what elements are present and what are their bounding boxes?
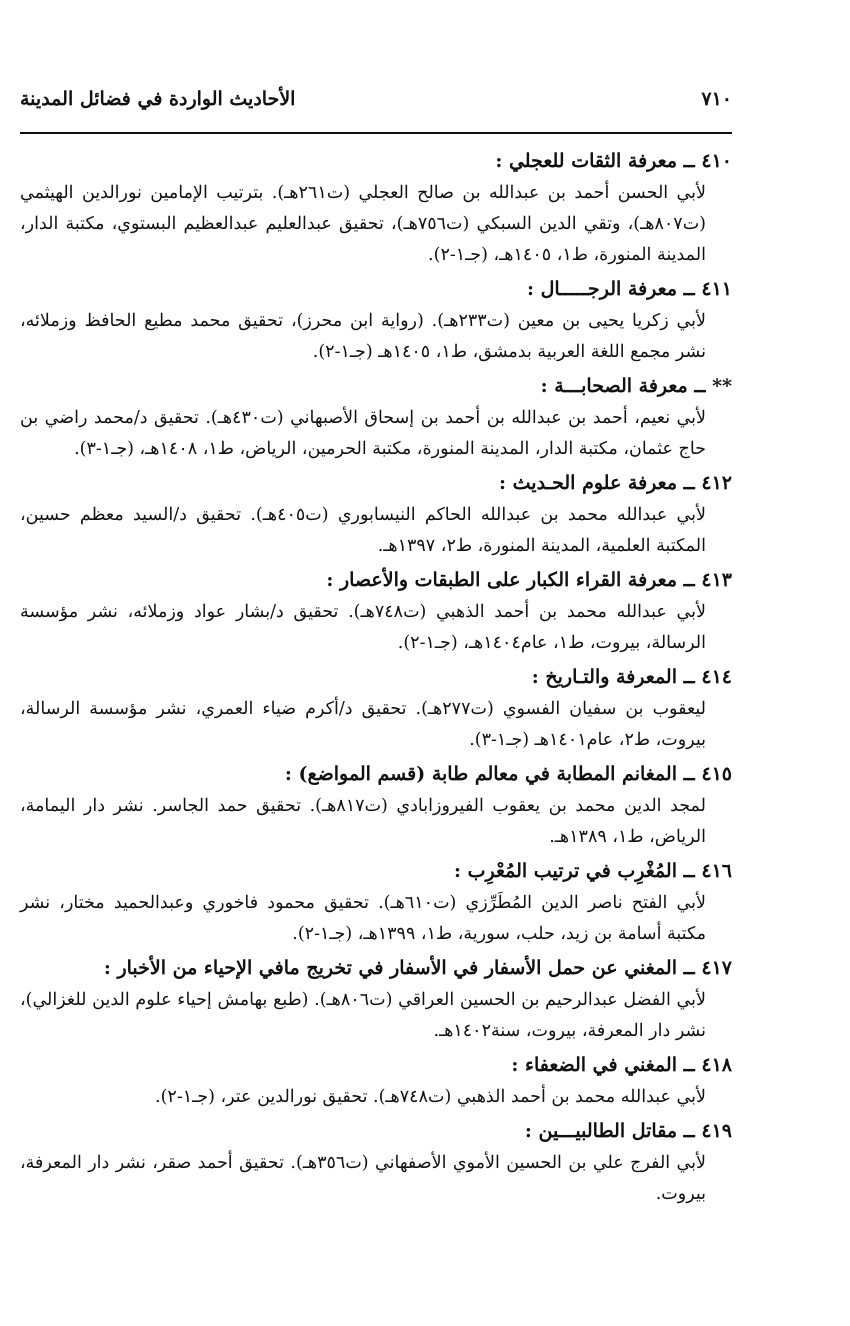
bibliography-entry <box>20 1116 732 1210</box>
entry-number: ٤١٤ <box>701 666 732 688</box>
entry-heading: ٤١٧ ــ المغني عن حمل الأسفار في الأسفار في تخريج مافي الإحياء من الأخبار : <box>103 957 732 979</box>
entry-title: المغانم المطابة في معالم طابة (قسم المواضع) : <box>284 763 677 785</box>
entry-number: ٤١٨ <box>701 1054 732 1076</box>
entry-heading: ** ــ معرفة الصحابـــة : <box>540 375 732 397</box>
page-number: ٧١٠ <box>701 88 732 110</box>
entry-number: ٤١٧ <box>701 957 732 979</box>
entry-body: لأبي عبدالله محمد بن أحمد الذهبي (ت٧٤٨هـ). تحقيق نورالدين عتر، (جـ١-٢). <box>155 1087 706 1107</box>
entry-heading: ٤١٥ ــ المغانم المطابة في معالم طابة (قسم المواضع) : <box>284 763 732 785</box>
entry-number: ٤١٩ <box>701 1120 732 1142</box>
entry-title: معرفة الرجـــــال : <box>526 278 677 300</box>
bibliography-entry <box>20 274 732 368</box>
page-header <box>20 88 732 118</box>
bibliography-entry <box>20 371 732 465</box>
entry-title: المعرفة والتـاريخ : <box>531 666 677 688</box>
entry-heading: ٤١٨ ــ المغني في الضعفاء : <box>511 1054 732 1076</box>
entry-heading: ٤١٢ ــ معرفة علوم الحـديث : <box>499 472 732 494</box>
bibliography-list <box>20 146 732 1213</box>
book-page <box>20 0 732 1326</box>
entry-title: معرفة القراء الكبار على الطبقات والأعصار : <box>326 569 677 591</box>
entry-title: المغني عن حمل الأسفار في الأسفار في تخريج مافي الإحياء من الأخبار : <box>103 957 677 979</box>
entry-number: ٤١١ <box>701 278 732 300</box>
entry-heading: ٤١٩ ــ مقاتل الطالبيـــين : <box>524 1120 732 1142</box>
entry-body: ليعقوب بن سفيان الفسوي (ت٢٧٧هـ). تحقيق د/أكرم ضياء العمري، نشر مؤسسة الرسالة، بيروت، ط٢، عام١٤٠١هـ (جـ١-٣). <box>20 699 707 750</box>
entry-heading: ٤١٤ ــ المعرفة والتـاريخ : <box>531 666 732 688</box>
entry-title: المُغْرِب في ترتيب المُعْرِب : <box>453 860 677 882</box>
entry-title: مقاتل الطالبيـــين : <box>524 1120 677 1142</box>
bibliography-entry <box>20 662 732 756</box>
entry-body: لمجد الدين محمد بن يعقوب الفيروزابادي (ت٨١٧هـ). تحقيق حمد الجاسر. نشر دار اليمامة، الرياض، ط١، ١٣٨٩هـ. <box>20 796 706 847</box>
entry-heading: ٤١٠ ــ معرفة الثقات للعجلي : <box>495 150 732 172</box>
bibliography-entry <box>20 856 732 950</box>
entry-heading: ٤١٦ ــ المُغْرِب في ترتيب المُعْرِب : <box>453 860 732 882</box>
entry-number: ** <box>712 375 732 397</box>
bibliography-entry <box>20 565 732 659</box>
entry-title: معرفة علوم الحـديث : <box>499 472 677 494</box>
bibliography-entry <box>20 1050 732 1113</box>
entry-number: ٤١٥ <box>701 763 732 785</box>
entry-number: ٤١٣ <box>701 569 732 591</box>
bibliography-entry <box>20 953 732 1047</box>
bibliography-entry <box>20 468 732 562</box>
bibliography-entry <box>20 146 732 271</box>
running-title: الأحاديث الواردة في فضائل المدينة <box>20 88 296 110</box>
entry-number: ٤١٠ <box>701 150 732 172</box>
entry-heading: ٤١١ ــ معرفة الرجـــــال : <box>526 278 732 300</box>
entry-body: لأبي الفرج علي بن الحسين الأموي الأصفهاني (ت٣٥٦هـ). تحقيق أحمد صقر، نشر دار المعرفة، بيروت. <box>20 1153 706 1204</box>
entry-body: لأبي الحسن أحمد بن عبدالله بن صالح العجلي (ت٢٦١هـ). بترتيب الإمامين نورالدين الهيثمي (ت٨٠٧هـ)، وتقي الدين السبكي (ت٧٥٦هـ)، تحقيق عبدالعليم عبدالعظيم البستوي، مكتبة الدار، المدينة المنورة، ط١، ١٤٠٥هـ، (جـ١-٢). <box>20 183 706 265</box>
entry-body: لأبي زكريا يحيى بن معين (ت٢٣٣هـ). (رواية ابن محرز)، تحقيق محمد مطيع الحافظ وزملائه، نشر مجمع اللغة العربية بدمشق، ط١، ١٤٠٥هـ (جـ١-٢). <box>20 311 706 362</box>
entry-number: ٤١٢ <box>701 472 732 494</box>
entry-body: لأبي الفضل عبدالرحيم بن الحسين العراقي (ت٨٠٦هـ). (طبع بهامش إحياء علوم الدين للغزالي)، نشر دار المعرفة، بيروت، سنة١٤٠٢هـ. <box>20 990 706 1041</box>
entry-heading: ٤١٣ ــ معرفة القراء الكبار على الطبقات والأعصار : <box>326 569 732 591</box>
entry-title: معرفة الصحابـــة : <box>540 375 688 397</box>
entry-body: لأبي الفتح ناصر الدين المُطَرِّزي (ت٦١٠هـ). تحقيق محمود فاخوري وعبدالحميد مختار، نشر مكتبة أسامة بن زيد، حلب، سورية، ط١، ١٣٩٩هـ، (جـ١-٢). <box>20 893 706 944</box>
entry-title: معرفة الثقات للعجلي : <box>495 150 677 172</box>
entry-body: لأبي عبدالله محمد بن عبدالله الحاكم النيسابوري (ت٤٠٥هـ). تحقيق د/السيد معظم حسين، المكتبة العلمية، المدينة المنورة، ط٢، ١٣٩٧هـ. <box>20 505 706 556</box>
entry-body: لأبي نعيم، أحمد بن عبدالله بن أحمد بن إسحاق الأصبهاني (ت٤٣٠هـ). تحقيق د/محمد راضي بن حاج عثمان، مكتبة الدار، المدينة المنورة، مكتبة الحرمين، الرياض، ط١، ١٤٠٨هـ، (جـ١-٣). <box>20 408 706 459</box>
header-rule <box>20 132 732 134</box>
entry-body: لأبي عبدالله محمد بن أحمد الذهبي (ت٧٤٨هـ). تحقيق د/بشار عواد وزملائه، نشر مؤسسة الرسالة، بيروت، ط١، عام١٤٠٤هـ، (جـ١-٢). <box>20 602 706 653</box>
entry-number: ٤١٦ <box>701 860 732 882</box>
bibliography-entry <box>20 759 732 853</box>
entry-title: المغني في الضعفاء : <box>511 1054 677 1076</box>
